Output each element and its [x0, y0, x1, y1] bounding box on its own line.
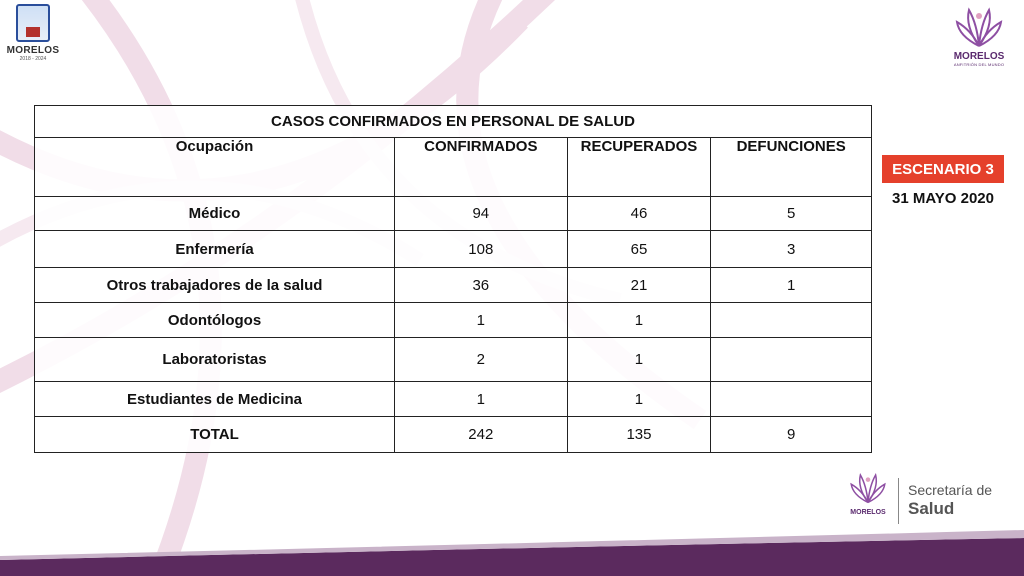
occupation-cell: Médico: [35, 197, 395, 231]
total-recuperados-cell: 135: [567, 417, 711, 453]
occupation-cell: Estudiantes de Medicina: [35, 382, 395, 417]
footer-divider: [898, 478, 899, 524]
defunciones-cell: [711, 338, 872, 382]
flower-logo-icon: [955, 6, 1003, 48]
table-row: [35, 303, 872, 338]
department-label: Secretaría de: [908, 482, 993, 498]
table-title: CASOS CONFIRMADOS EN PERSONAL DE SALUD: [35, 106, 872, 138]
state-logo-years: 2018 - 2024: [19, 56, 47, 62]
report-date: 31 MAYO 2020: [891, 190, 994, 207]
table-header-row: [35, 138, 872, 197]
column-header-confirmados: CONFIRMADOS: [395, 138, 568, 197]
recuperados-cell: 1: [567, 382, 711, 417]
state-logo: [6, 4, 60, 62]
department-name: Salud: [908, 499, 955, 518]
brand-logo: [944, 6, 1014, 67]
defunciones-cell: 3: [711, 231, 872, 268]
scenario-badge: ESCENARIO 3: [882, 155, 1004, 183]
table-total-row: [35, 417, 872, 453]
confirmados-cell: 94: [395, 197, 568, 231]
table-title-row: [35, 106, 872, 138]
table-row: [35, 338, 872, 382]
table-row: [35, 382, 872, 417]
footer-brand-logo: [842, 472, 894, 516]
table-row: [35, 197, 872, 231]
confirmados-cell: 1: [395, 303, 568, 338]
recuperados-cell: 1: [567, 338, 711, 382]
occupation-cell: Otros trabajadores de la salud: [35, 268, 395, 303]
flower-logo-icon: [848, 472, 888, 504]
confirmados-cell: 108: [395, 231, 568, 268]
defunciones-cell: 1: [711, 268, 872, 303]
cases-table: [34, 105, 872, 453]
total-label-cell: TOTAL: [35, 417, 395, 453]
confirmados-cell: 1: [395, 382, 568, 417]
column-header-recuperados: RECUPERADOS: [567, 138, 711, 197]
column-header-defunciones: DEFUNCIONES: [711, 138, 872, 197]
brand-logo-tagline: ANFITRIÓN DEL MUNDO: [953, 62, 1005, 67]
table-row: [35, 231, 872, 268]
confirmados-cell: 2: [395, 338, 568, 382]
recuperados-cell: 46: [567, 197, 711, 231]
footer-brand-name: MORELOS: [850, 509, 886, 516]
column-header-ocupacion: Ocupación: [35, 138, 395, 197]
occupation-cell: Laboratoristas: [35, 338, 395, 382]
total-confirmados-cell: 242: [395, 417, 568, 453]
state-logo-name: MORELOS: [6, 45, 60, 56]
defunciones-cell: 5: [711, 197, 872, 231]
confirmados-cell: 36: [395, 268, 568, 303]
occupation-cell: Enfermería: [35, 231, 395, 268]
table-row: [35, 268, 872, 303]
brand-logo-name: MORELOS: [953, 51, 1005, 62]
occupation-cell: Odontólogos: [35, 303, 395, 338]
recuperados-cell: 21: [567, 268, 711, 303]
defunciones-cell: [711, 303, 872, 338]
total-defunciones-cell: 9: [711, 417, 872, 453]
recuperados-cell: 1: [567, 303, 711, 338]
defunciones-cell: [711, 382, 872, 417]
state-crest-icon: [16, 4, 50, 42]
recuperados-cell: 65: [567, 231, 711, 268]
